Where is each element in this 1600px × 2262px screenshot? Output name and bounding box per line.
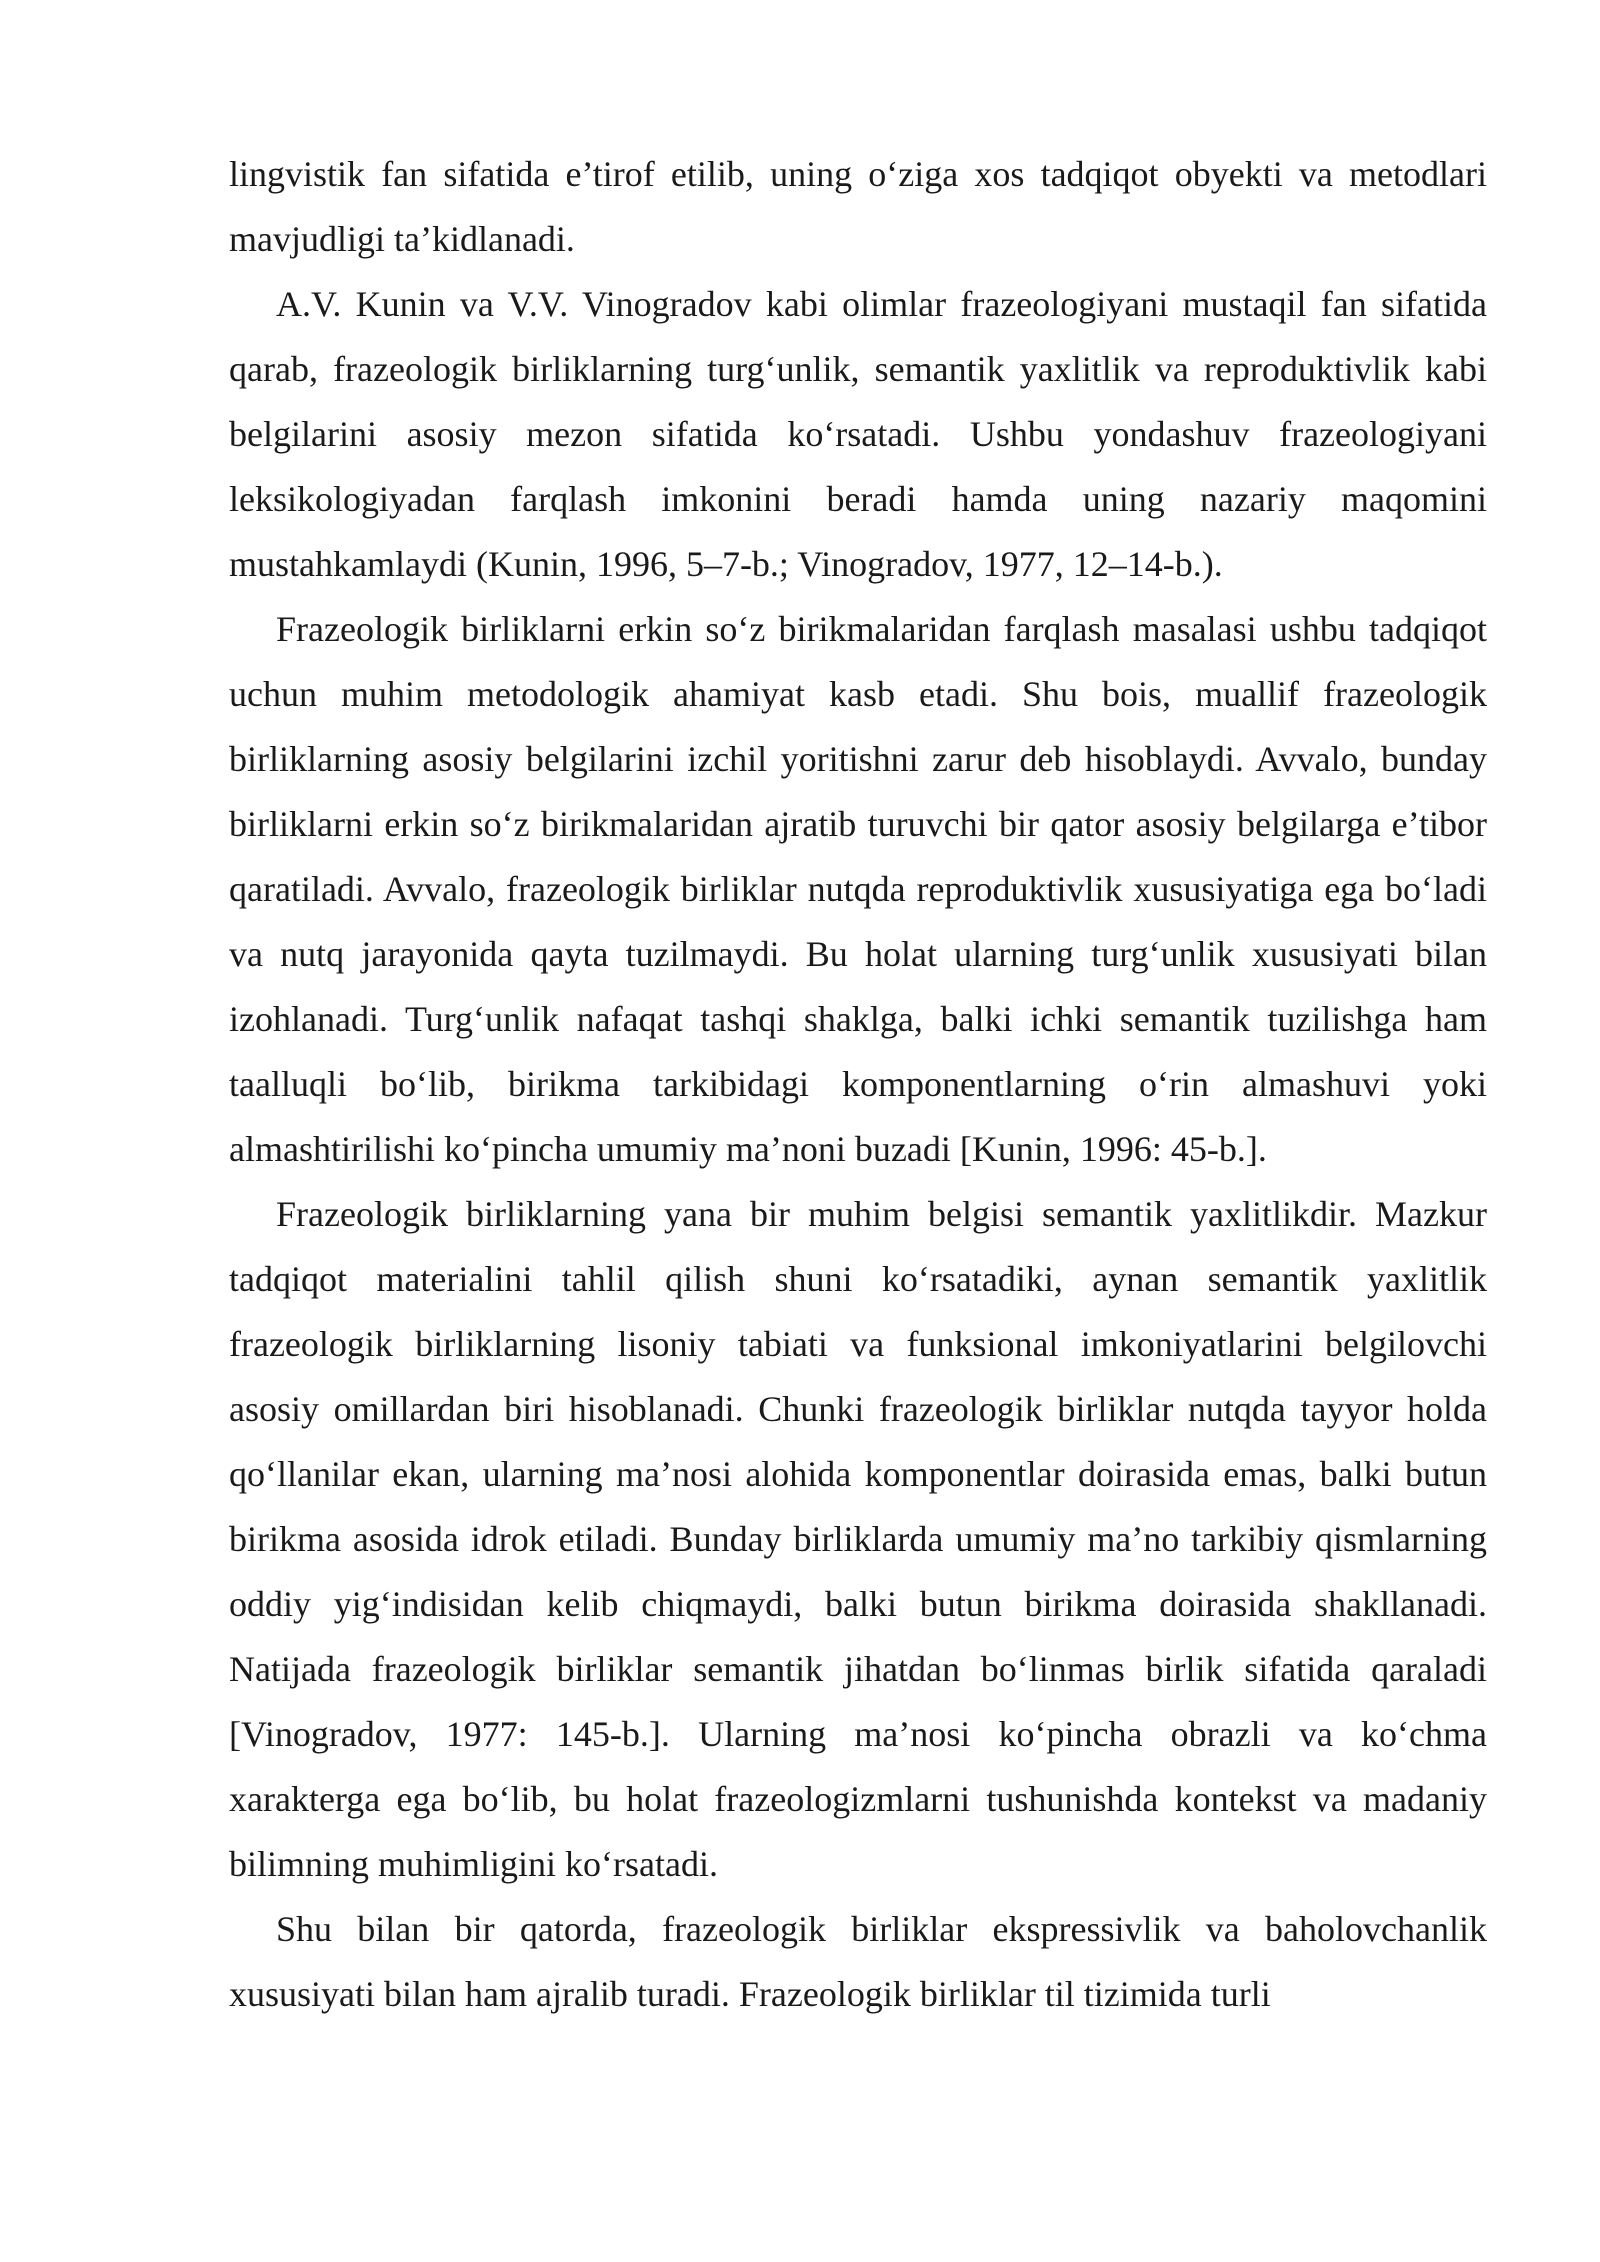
paragraph-1: lingvistik fan sifatida e’tirof etilib, uning o‘ziga xos tadqiqot obyekti va metodlari mavjudligi ta’kidlanadi. bbox=[229, 154, 1487, 259]
paragraph-3: Frazeologik birliklarni erkin so‘z birikmalaridan farqlash masalasi ushbu tadqiqot uchun muhim metodologik ahamiyat kasb etadi. Shu bois, muallif frazeologik birliklarning asosiy belgilarini izchil yoritishni zarur deb hisoblaydi. Avvalo, bunday birliklarni erkin so‘z birikmalaridan ajratib turuvchi bir qator asosiy belgilarga e’tibor qaratiladi. Avvalo, frazeologik birliklar nutqda reproduktivlik xususiyatiga ega bo‘ladi va nutq jarayonida qayta tuzilmaydi. Bu holat ularning turg‘unlik xususiyati bilan izohlanadi. Turg‘unlik nafaqat tashqi shaklga, balki ichki semantik tuzilishga ham taalluqli bo‘lib, birikma tarkibidagi komponentlarning o‘rin almashuvi yoki almashtirilishi ko‘pincha umumiy ma’noni buzadi [Kunin, 1996: 45-b.]. bbox=[229, 609, 1487, 1169]
document-page bbox=[229, 142, 1487, 2027]
paragraph-2: A.V. Kunin va V.V. Vinogradov kabi olimlar frazeologiyani mustaqil fan sifatida qarab, frazeologik birliklarning turg‘unlik, semantik yaxlitlik va reproduktivlik kabi belgilarini asosiy mezon sifatida ko‘rsatadi. Ushbu yondashuv frazeologiyani leksikologiyadan farqlash imkonini beradi hamda uning nazariy maqomini mustahkamlaydi (Kunin, 1996, 5–7-b.; Vinogradov, 1977, 12–14-b.). bbox=[229, 284, 1487, 584]
paragraph-4: Frazeologik birliklarning yana bir muhim belgisi semantik yaxlitlikdir. Mazkur tadqiqot materialini tahlil qilish shuni ko‘rsatadiki, aynan semantik yaxlitlik frazeologik birliklarning lisoniy tabiati va funksional imkoniyatlarini belgilovchi asosiy omillardan biri hisoblanadi. Chunki frazeologik birliklar nutqda tayyor holda qo‘llanilar ekan, ularning ma’nosi alohida komponentlar doirasida emas, balki butun birikma asosida idrok etiladi. Bunday birliklarda umumiy ma’no tarkibiy qismlarning oddiy yig‘indisidan kelib chiqmaydi, balki butun birikma doirasida shakllanadi. Natijada frazeologik birliklar semantik jihatdan bo‘linmas birlik sifatida qaraladi [Vinogradov, 1977: 145-b.]. Ularning ma’nosi ko‘pincha obrazli va ko‘chma xarakterga ega bo‘lib, bu holat frazeologizmlarni tushunishda kontekst va madaniy bilimning muhimligini ko‘rsatadi. bbox=[229, 1194, 1487, 1884]
paragraph-5: Shu bilan bir qatorda, frazeologik birliklar ekspressivlik va baholovchanlik xususiyati bilan ham ajralib turadi. Frazeologik birliklar til tizimida turli bbox=[229, 1909, 1487, 2014]
